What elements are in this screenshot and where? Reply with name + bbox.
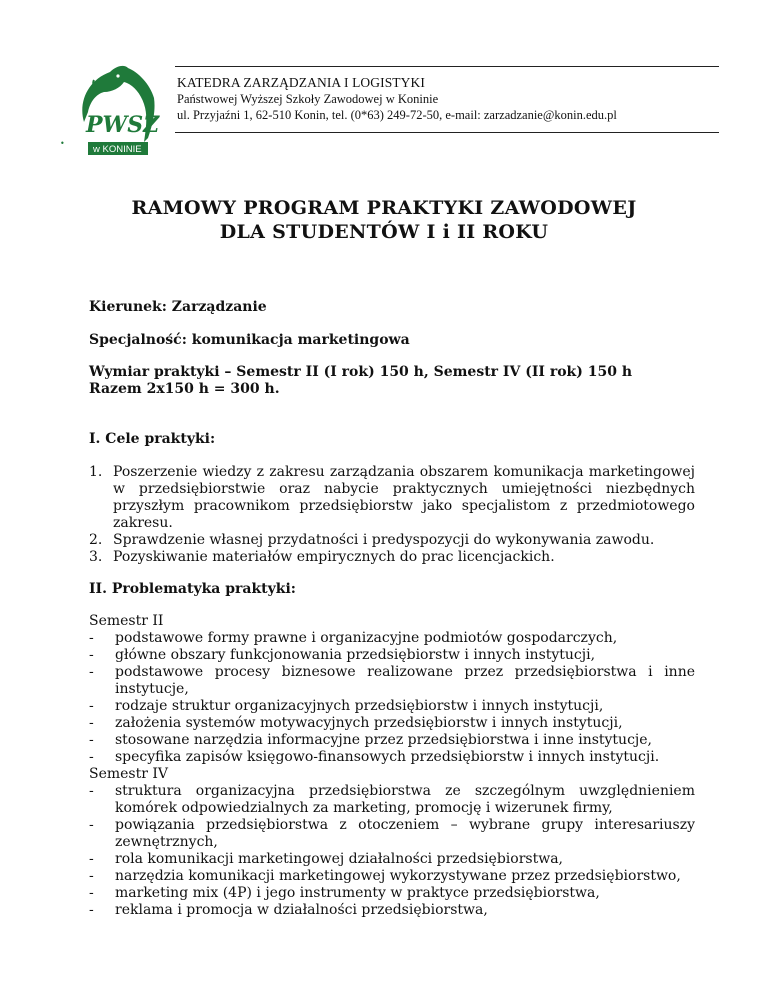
title-line-2: DLA STUDENTÓW I i II ROKU (219, 221, 549, 243)
list-item: - rodzaje struktur organizacyjnych przedsiębiorstw i innych instytucji, (89, 698, 604, 714)
list-item: - stosowane narzędzia informacyjne przez przedsiębiorstwa i inne instytucje, (89, 732, 652, 748)
header-rule-top (175, 66, 719, 67)
list-item: - marketing mix (4P) i jego instrumenty w praktyce przedsiębiorstwa, (89, 885, 600, 901)
list-item: - rola komunikacji marketingowej działalności przedsiębiorstwa, (89, 851, 563, 867)
department-name: KATEDRA ZARZĄDZANIA I LOGISTYKI (177, 75, 425, 90)
field-specjalnosc: Specjalność: komunikacja marketingowa (89, 332, 410, 348)
list-item: - powiązania przedsiębiorstwa z otoczeniem – wybrane grupy interesariuszy zewnętrznych, (89, 817, 695, 850)
semester-4-list (89, 783, 695, 919)
list-item: 2. Sprawdzenie własnej przydatności i predyspozycji do wykonywania zawodu. (89, 532, 655, 548)
svg-text:•: • (60, 139, 65, 148)
field-razem: Razem 2x150 h = 300 h. (89, 381, 280, 397)
semester-4-label: Semestr IV (89, 766, 169, 782)
header-rule-bottom (175, 132, 719, 133)
list-item: - reklama i promocja w działalności przedsiębiorstwa, (89, 902, 488, 918)
list-item: - struktura organizacyjna przedsiębiorstwa ze szczególnym uwzględnieniem komórek odpowiedzialnych za marketing, promocję i wizerunek firmy, (89, 783, 695, 816)
semester-2-label: Semestr II (89, 613, 164, 629)
list-item: - specyfika zapisów księgowo-finansowych przedsiębiorstw i innych instytucji. (89, 749, 660, 765)
field-wymiar: Wymiar praktyki – Semestr II (I rok) 150 h, Semestr IV (II rok) 150 h (89, 364, 633, 380)
list-item: 1. Poszerzenie wiedzy z zakresu zarządzania obszarem komunikacja marketingowej w przedsiębiorstwie oraz nabycie praktycznych umiejętności niezbędnych przyszłym pracownikom przedsiębiorstw jako specjalistom z przedmiotowego zakresu. (89, 464, 695, 531)
pwsz-logo (58, 62, 162, 158)
semester-2-list (89, 630, 695, 766)
logo-subtext: w KONINIE (93, 144, 142, 155)
list-item: - założenia systemów motywacyjnych przedsiębiorstw i innych instytucji, (89, 715, 623, 731)
school-name: Państwowej Wyższej Szkoły Zawodowej w Koninie (177, 92, 439, 106)
horse-logo-icon (58, 62, 162, 158)
letterhead (177, 74, 617, 123)
list-item: 3. Pozyskiwanie materiałów empirycznych do prac licencjackich. (89, 549, 555, 565)
document-title (0, 196, 768, 244)
field-kierunek: Kierunek: Zarządzanie (89, 299, 267, 315)
goals-list (89, 464, 695, 566)
section-2-heading: II. Problematyka praktyki: (89, 581, 296, 597)
section-1-heading: I. Cele praktyki: (89, 431, 216, 447)
list-item: - główne obszary funkcjonowania przedsiębiorstw i innych instytucji, (89, 647, 596, 663)
school-address: ul. Przyjaźni 1, 62-510 Konin, tel. (0*63) 249-72-50, e-mail: zarzadzanie@konin.edu.pl (177, 108, 617, 122)
logo-text: PWSZ (86, 112, 160, 138)
title-line-1: RAMOWY PROGRAM PRAKTYKI ZAWODOWEJ (131, 197, 637, 219)
list-item: - podstawowe formy prawne i organizacyjne podmiotów gospodarczych, (89, 630, 618, 646)
list-item: - podstawowe procesy biznesowe realizowane przez przedsiębiorstwa i inne instytucje, (89, 664, 695, 697)
list-item: - narzędzia komunikacji marketingowej wykorzystywane przez przedsiębiorstwo, (89, 868, 681, 884)
